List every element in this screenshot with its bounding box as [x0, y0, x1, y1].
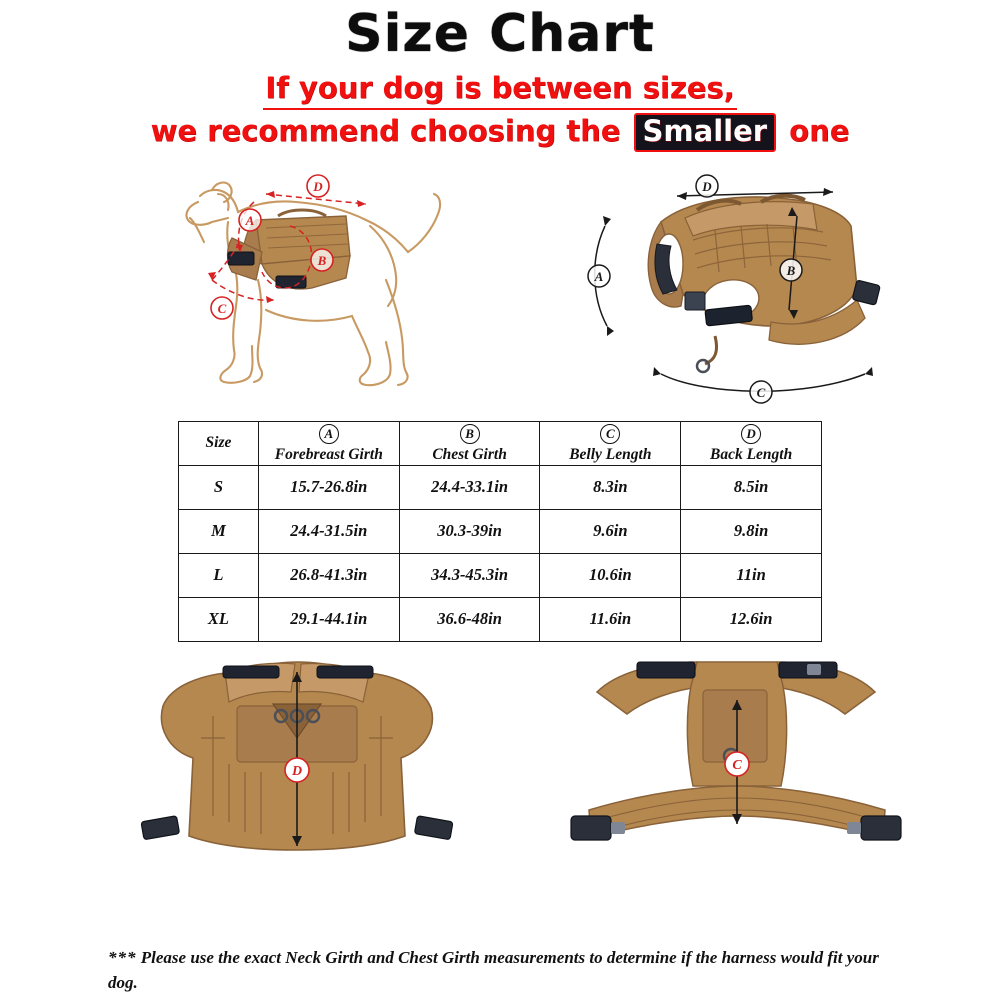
cell-chest: 34.3-45.3in — [399, 553, 540, 597]
footnote-stars: *** — [108, 948, 137, 967]
table-row — [179, 553, 822, 597]
header-marker-a: A — [319, 424, 339, 444]
subtitle-line-2-before: we recommend choosing the — [150, 114, 621, 149]
cell-size: M — [179, 509, 259, 553]
cell-forebreast: 26.8-41.3in — [258, 553, 399, 597]
table-header-forebreast-label: Forebreast Girth — [274, 445, 383, 463]
cell-belly: 8.3in — [540, 465, 681, 509]
cell-belly: 11.6in — [540, 597, 681, 641]
harness-flat-back-view — [105, 646, 485, 886]
dog-measurement-diagram — [170, 160, 570, 410]
table-header-size — [179, 421, 259, 465]
harness-flat-back-svg — [105, 646, 485, 886]
footnote-text: Please use the exact Neck Girth and Chest Girth measurements to determine if the harness would fit your dog. — [108, 948, 879, 992]
cell-forebreast: 15.7-26.8in — [258, 465, 399, 509]
cell-chest: 36.6-48in — [399, 597, 540, 641]
table-header-size-label: Size — [205, 434, 232, 452]
table-row — [179, 509, 822, 553]
table-header-belly-label: Belly Length — [569, 445, 652, 463]
table-header-forebreast — [258, 421, 399, 465]
cell-size: XL — [179, 597, 259, 641]
cell-size: L — [179, 553, 259, 597]
subtitle-highlight-smaller: Smaller — [634, 113, 777, 151]
svg-text:B: B — [317, 252, 327, 268]
svg-text:C: C — [217, 300, 227, 316]
illustration-band — [0, 160, 1000, 415]
svg-text:B: B — [786, 262, 796, 278]
cell-back: 11in — [681, 553, 822, 597]
table-row — [179, 465, 822, 509]
cell-belly: 10.6in — [540, 553, 681, 597]
harness-diagram-svg — [565, 160, 965, 410]
flat-left-marker-label: D — [291, 763, 303, 779]
cell-chest: 24.4-33.1in — [399, 465, 540, 509]
svg-text:D: D — [702, 178, 712, 194]
cell-back: 9.8in — [681, 509, 822, 553]
harness-product-diagram — [565, 160, 965, 410]
subtitle-line-2-after: one — [789, 114, 850, 149]
cell-back: 12.6in — [681, 597, 822, 641]
table-header-back — [681, 421, 822, 465]
cell-back: 8.5in — [681, 465, 822, 509]
size-table — [178, 421, 822, 642]
table-header-back-label: Back Length — [709, 445, 793, 463]
footnote — [108, 946, 908, 995]
harness-flat-front-view — [545, 646, 925, 886]
table-header-chest-label: Chest Girth — [432, 445, 507, 463]
header-marker-b: B — [460, 424, 480, 444]
harness-flat-front-svg — [545, 646, 925, 886]
header-marker-c: C — [600, 424, 620, 444]
table-row — [179, 597, 822, 641]
cell-belly: 9.6in — [540, 509, 681, 553]
svg-text:C: C — [756, 384, 766, 400]
table-header-belly — [540, 421, 681, 465]
subtitle-line-1: If your dog is between sizes, — [263, 69, 736, 110]
size-table-wrapper — [178, 421, 822, 642]
size-chart-page — [0, 6, 1000, 1006]
table-header-row — [179, 421, 822, 465]
cell-forebreast: 24.4-31.5in — [258, 509, 399, 553]
dog-diagram-svg — [170, 160, 570, 410]
cell-chest: 30.3-39in — [399, 509, 540, 553]
table-header-chest — [399, 421, 540, 465]
subtitle-line-2 — [0, 112, 1000, 151]
flat-lay-band — [0, 646, 1000, 891]
header-marker-d: D — [741, 424, 761, 444]
svg-text:A: A — [245, 212, 255, 228]
cell-size: S — [179, 465, 259, 509]
svg-text:D: D — [313, 178, 323, 194]
page-title: Size Chart — [345, 4, 655, 64]
subtitle-block — [0, 69, 1000, 152]
cell-forebreast: 29.1-44.1in — [258, 597, 399, 641]
svg-text:A: A — [594, 268, 604, 284]
flat-right-marker-label: C — [732, 757, 742, 773]
